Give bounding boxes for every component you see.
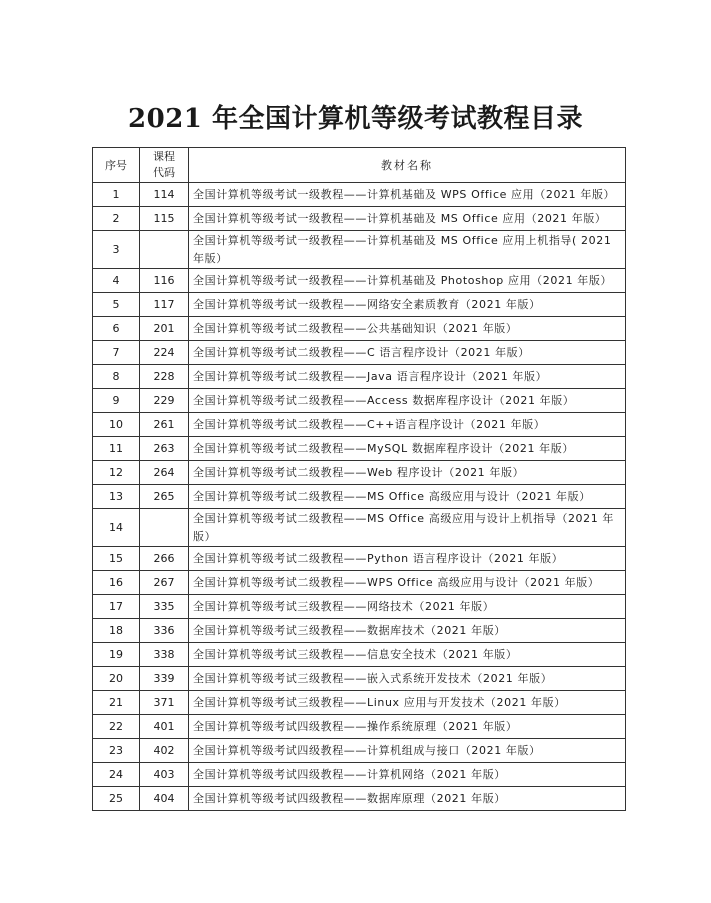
table-row [93, 763, 626, 787]
course-code: 338 [140, 643, 189, 667]
table-row [93, 643, 626, 667]
course-code: 114 [140, 183, 189, 207]
textbook-name: 全国计算机等级考试一级教程——计算机基础及 WPS Office 应用（2021 年版） [189, 183, 626, 207]
course-code: 339 [140, 667, 189, 691]
textbook-name: 全国计算机等级考试三级教程——Linux 应用与开发技术（2021 年版） [189, 691, 626, 715]
row-number: 21 [93, 691, 140, 715]
row-number: 16 [93, 571, 140, 595]
textbook-name: 全国计算机等级考试二级教程——WPS Office 高级应用与设计（2021 年版） [189, 571, 626, 595]
textbook-name: 全国计算机等级考试二级教程——Java 语言程序设计（2021 年版） [189, 365, 626, 389]
row-number: 9 [93, 389, 140, 413]
table-row [93, 437, 626, 461]
row-number: 22 [93, 715, 140, 739]
textbook-name: 全国计算机等级考试一级教程——计算机基础及 MS Office 应用上机指导( 2021 年版） [189, 231, 626, 269]
row-number: 3 [93, 231, 140, 269]
table-row [93, 691, 626, 715]
course-code: 401 [140, 715, 189, 739]
textbook-name: 全国计算机等级考试四级教程——数据库原理（2021 年版） [189, 787, 626, 811]
course-code: 201 [140, 317, 189, 341]
header-code-line2: 代码 [153, 166, 175, 179]
course-code: 224 [140, 341, 189, 365]
table-row [93, 413, 626, 437]
row-number: 11 [93, 437, 140, 461]
row-number: 12 [93, 461, 140, 485]
textbook-name: 全国计算机等级考试三级教程——网络技术（2021 年版） [189, 595, 626, 619]
course-code: 265 [140, 485, 189, 509]
course-code: 263 [140, 437, 189, 461]
textbook-name: 全国计算机等级考试二级教程——MySQL 数据库程序设计（2021 年版） [189, 437, 626, 461]
table-row [93, 365, 626, 389]
course-code: 336 [140, 619, 189, 643]
textbook-name: 全国计算机等级考试一级教程——计算机基础及 Photoshop 应用（2021 年版） [189, 269, 626, 293]
table-row [93, 509, 626, 547]
textbook-name: 全国计算机等级考试三级教程——信息安全技术（2021 年版） [189, 643, 626, 667]
header-num: 序号 [93, 148, 140, 183]
header-name: 教材名称 [189, 148, 626, 183]
table-row [93, 461, 626, 485]
row-number: 4 [93, 269, 140, 293]
course-code [140, 231, 189, 269]
textbook-name: 全国计算机等级考试二级教程——Access 数据库程序设计（2021 年版） [189, 389, 626, 413]
textbook-name: 全国计算机等级考试二级教程——MS Office 高级应用与设计上机指导（2021 年版） [189, 509, 626, 547]
row-number: 25 [93, 787, 140, 811]
table-header-row [93, 148, 626, 183]
textbook-name: 全国计算机等级考试二级教程——MS Office 高级应用与设计（2021 年版） [189, 485, 626, 509]
catalog-table-body [93, 148, 626, 811]
row-number: 5 [93, 293, 140, 317]
textbook-name: 全国计算机等级考试二级教程——C 语言程序设计（2021 年版） [189, 341, 626, 365]
course-code: 117 [140, 293, 189, 317]
table-row [93, 595, 626, 619]
course-code: 115 [140, 207, 189, 231]
textbook-name: 全国计算机等级考试一级教程——网络安全素质教育（2021 年版） [189, 293, 626, 317]
table-row [93, 231, 626, 269]
table-row [93, 207, 626, 231]
course-code: 229 [140, 389, 189, 413]
course-code: 335 [140, 595, 189, 619]
textbook-name: 全国计算机等级考试三级教程——数据库技术（2021 年版） [189, 619, 626, 643]
textbook-name: 全国计算机等级考试四级教程——计算机组成与接口（2021 年版） [189, 739, 626, 763]
catalog-table [92, 147, 626, 811]
header-code [140, 148, 189, 183]
textbook-name: 全国计算机等级考试四级教程——计算机网络（2021 年版） [189, 763, 626, 787]
table-row [93, 293, 626, 317]
table-row [93, 667, 626, 691]
table-row [93, 787, 626, 811]
row-number: 19 [93, 643, 140, 667]
course-code: 267 [140, 571, 189, 595]
course-code [140, 509, 189, 547]
textbook-name: 全国计算机等级考试一级教程——计算机基础及 MS Office 应用（2021 年版） [189, 207, 626, 231]
row-number: 1 [93, 183, 140, 207]
table-row [93, 389, 626, 413]
textbook-name: 全国计算机等级考试三级教程——嵌入式系统开发技术（2021 年版） [189, 667, 626, 691]
course-code: 116 [140, 269, 189, 293]
textbook-name: 全国计算机等级考试二级教程——公共基础知识（2021 年版） [189, 317, 626, 341]
table-row [93, 269, 626, 293]
course-code: 404 [140, 787, 189, 811]
row-number: 7 [93, 341, 140, 365]
textbook-name: 全国计算机等级考试二级教程——C++语言程序设计（2021 年版） [189, 413, 626, 437]
table-row [93, 485, 626, 509]
course-code: 261 [140, 413, 189, 437]
table-row [93, 183, 626, 207]
row-number: 13 [93, 485, 140, 509]
row-number: 20 [93, 667, 140, 691]
table-row [93, 317, 626, 341]
header-code-line1: 课程 [153, 150, 175, 163]
course-code: 266 [140, 547, 189, 571]
course-code: 228 [140, 365, 189, 389]
table-row [93, 571, 626, 595]
table-row [93, 341, 626, 365]
row-number: 23 [93, 739, 140, 763]
course-code: 403 [140, 763, 189, 787]
row-number: 14 [93, 509, 140, 547]
textbook-name: 全国计算机等级考试四级教程——操作系统原理（2021 年版） [189, 715, 626, 739]
row-number: 24 [93, 763, 140, 787]
table-row [93, 715, 626, 739]
textbook-name: 全国计算机等级考试二级教程——Web 程序设计（2021 年版） [189, 461, 626, 485]
textbook-name: 全国计算机等级考试二级教程——Python 语言程序设计（2021 年版） [189, 547, 626, 571]
table-row [93, 619, 626, 643]
table-row [93, 547, 626, 571]
table-row [93, 739, 626, 763]
course-code: 402 [140, 739, 189, 763]
page-title: 2021 年全国计算机等级考试教程目录 [128, 104, 583, 134]
row-number: 17 [93, 595, 140, 619]
row-number: 2 [93, 207, 140, 231]
course-code: 264 [140, 461, 189, 485]
course-code: 371 [140, 691, 189, 715]
row-number: 8 [93, 365, 140, 389]
row-number: 15 [93, 547, 140, 571]
row-number: 18 [93, 619, 140, 643]
row-number: 6 [93, 317, 140, 341]
row-number: 10 [93, 413, 140, 437]
